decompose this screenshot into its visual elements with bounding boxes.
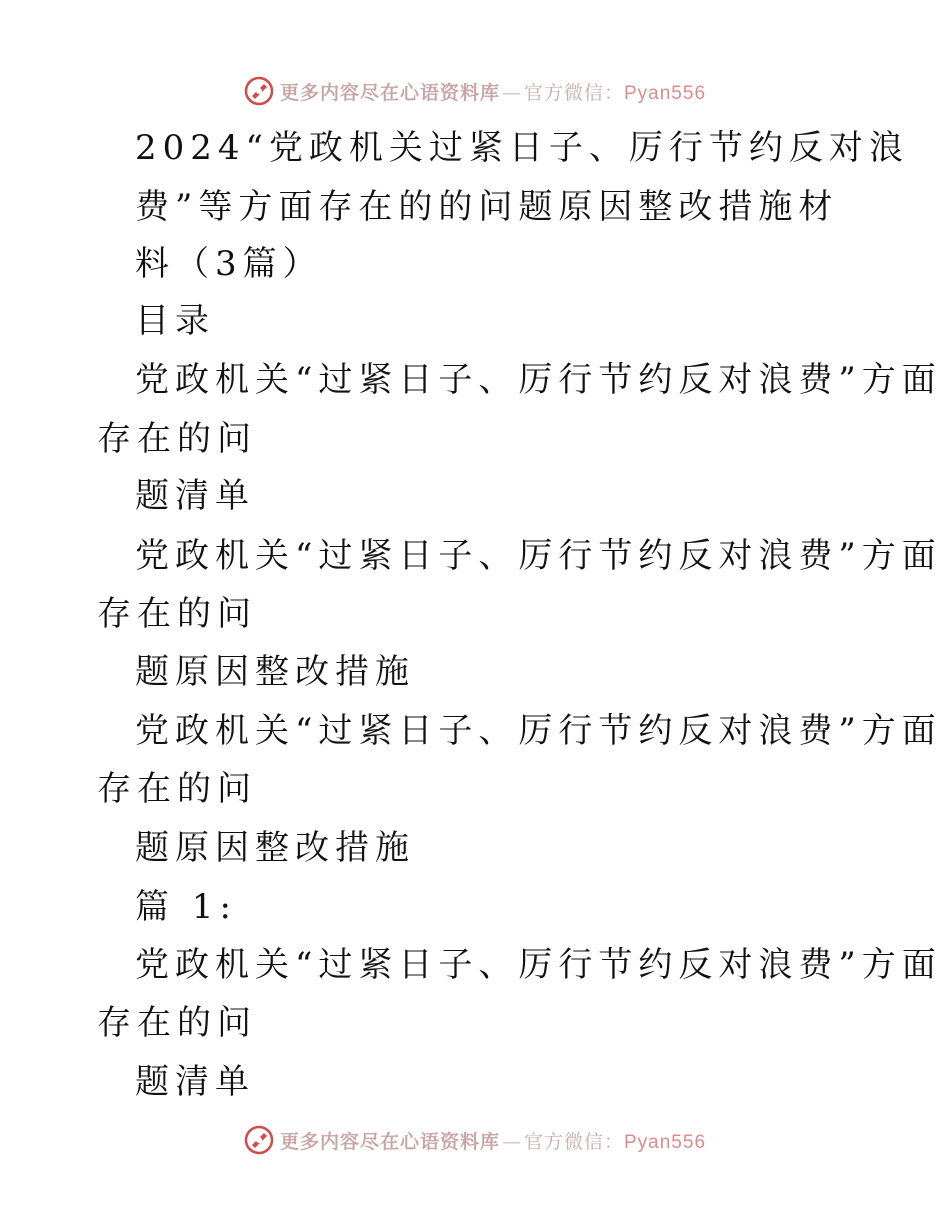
watermark-text: 更多内容尽在心语资料库	[279, 81, 500, 104]
header-watermark	[0, 71, 950, 111]
toc-item-1-line-2: 存在的问	[97, 419, 257, 459]
watermark-wechat-label: 官方微信：	[523, 81, 624, 104]
watermark-wechat-id: Pyan556	[624, 82, 707, 104]
watermark-logo-icon	[244, 76, 274, 106]
toc-item-3-line-3: 题原因整改措施	[135, 828, 415, 868]
toc-item-1-line-1: 党政机关“过紧日子、厉行节约反对浪费”方面	[135, 360, 942, 400]
watermark-text: 更多内容尽在心语资料库	[279, 1130, 500, 1153]
toc-item-2-line-2: 存在的问	[97, 594, 257, 634]
toc-item-2-line-1: 党政机关“过紧日子、厉行节约反对浪费”方面	[135, 536, 942, 576]
footer-watermark	[0, 1120, 950, 1160]
doc-title-line-3: 料（3篇）	[135, 244, 323, 284]
section-1-heading-line-2: 存在的问	[97, 1003, 257, 1043]
watermark-separator: —	[501, 81, 522, 104]
section-1-heading-line-1: 党政机关“过紧日子、厉行节约反对浪费”方面	[135, 945, 942, 985]
section-1-label: 篇 1:	[135, 887, 237, 927]
doc-title-line-1: 2024“党政机关过紧日子、厉行节约反对浪	[135, 128, 909, 168]
watermark-logo-icon	[244, 1125, 274, 1155]
toc-heading: 目录	[135, 301, 215, 341]
doc-title-line-2: 费”等方面存在的的问题原因整改措施材	[135, 187, 839, 227]
watermark-wechat-label: 官方微信：	[523, 1130, 624, 1153]
watermark-separator: —	[501, 1130, 522, 1153]
watermark-wechat-id: Pyan556	[624, 1131, 707, 1153]
toc-item-1-line-3: 题清单	[135, 476, 255, 516]
toc-item-2-line-3: 题原因整改措施	[135, 652, 415, 692]
section-1-heading-line-3: 题清单	[135, 1062, 255, 1102]
toc-item-3-line-2: 存在的问	[97, 769, 257, 809]
toc-item-3-line-1: 党政机关“过紧日子、厉行节约反对浪费”方面	[135, 711, 942, 751]
